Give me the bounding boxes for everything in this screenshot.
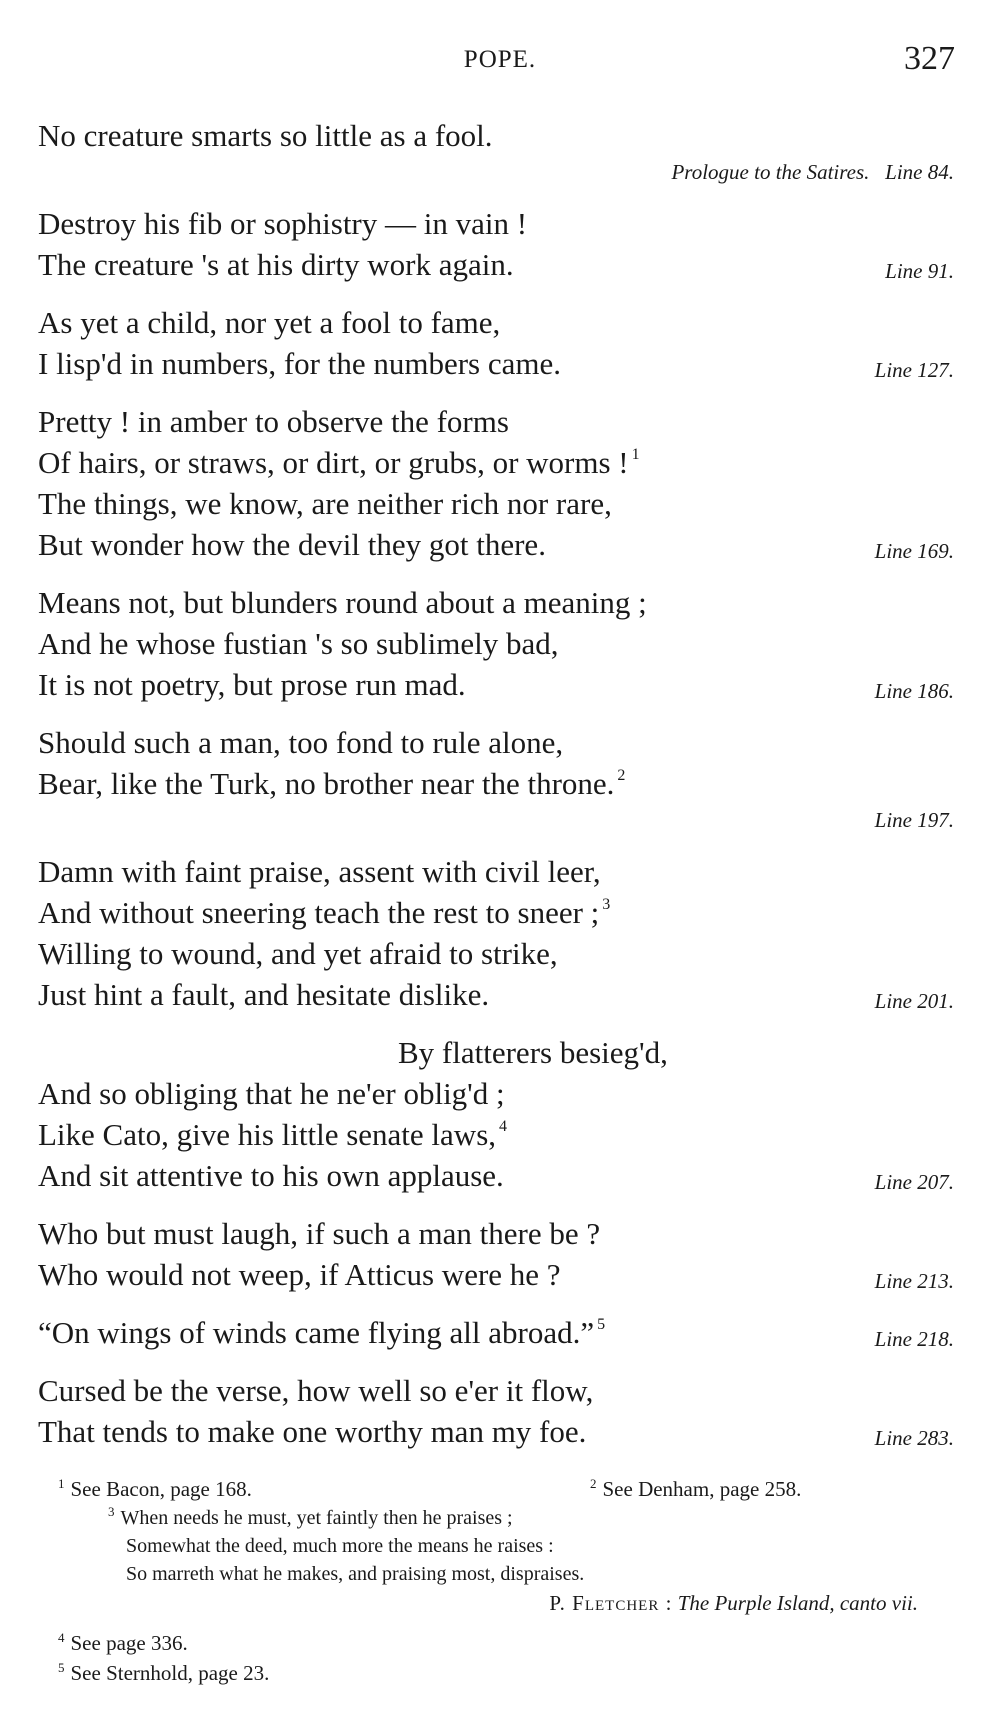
- line-reference: Line 127.: [874, 358, 954, 382]
- quotation: [38, 1312, 958, 1353]
- verse-line: [38, 442, 958, 483]
- footnote-reference: 3: [602, 896, 611, 913]
- verse-text: “On wings of winds came flying all abroad.”: [38, 1315, 595, 1350]
- line-reference: Line 169.: [874, 539, 954, 563]
- line-reference: Line 201.: [874, 989, 954, 1013]
- verse-line: [38, 115, 958, 156]
- quotation: [38, 1032, 958, 1196]
- footnote-text: See Bacon, page 168.: [70, 1477, 252, 1501]
- verse-line: [38, 664, 958, 705]
- verse-text: No creature smarts so little as a fool.: [38, 118, 493, 153]
- quotations-list: [38, 115, 958, 1469]
- line-reference: Line 186.: [874, 679, 954, 703]
- footnote-mark: 5: [58, 1660, 65, 1675]
- footnote-1: [58, 1477, 252, 1501]
- line-reference: Prologue to the Satires. Line 84.: [671, 160, 954, 184]
- verse-text: That tends to make one worthy man my foe.: [38, 1414, 587, 1449]
- verse-text: Who but must laugh, if such a man there be ?: [38, 1216, 601, 1251]
- verse-text: Like Cato, give his little senate laws,: [38, 1117, 497, 1152]
- verse-line: [38, 851, 958, 892]
- footnote-4: [58, 1628, 958, 1658]
- footnote-text: See Denham, page 258.: [602, 1477, 802, 1501]
- verse-line: [38, 1254, 958, 1295]
- verse-text: The things, we know, are neither rich nor rare,: [38, 486, 612, 521]
- verse-text: Who would not weep, if Atticus were he ?: [38, 1257, 561, 1292]
- verse-line: [38, 892, 958, 933]
- verse-text: The creature 's at his dirty work again.: [38, 247, 514, 282]
- line-reference: Line 283.: [874, 1426, 954, 1450]
- verse-line: [38, 623, 958, 664]
- footnote-text: See Sternhold, page 23.: [70, 1661, 270, 1685]
- verse-text: Willing to wound, and yet afraid to strike,: [38, 936, 558, 971]
- verse-line: [38, 1032, 958, 1073]
- line-reference: Line 207.: [874, 1170, 954, 1194]
- running-title: POPE.: [463, 46, 537, 73]
- quotation: [38, 203, 958, 285]
- verse-line: [38, 582, 958, 623]
- line-reference: Line 213.: [874, 1269, 954, 1293]
- verse-line: [38, 524, 958, 565]
- verse-text: Of hairs, or straws, or dirt, or grubs, or worms !: [38, 445, 629, 480]
- verse-line: [38, 974, 958, 1015]
- footnote-reference: 1: [631, 446, 640, 463]
- quotation: [38, 1213, 958, 1295]
- quotation: [38, 401, 958, 565]
- verse-text: By flatterers besieg'd,: [398, 1035, 668, 1070]
- footnote-2: [590, 1474, 801, 1504]
- verse-line: [38, 1114, 958, 1155]
- line-reference: Line 197.: [874, 808, 954, 832]
- verse-text: Damn with faint praise, assent with civil leer,: [38, 854, 601, 889]
- footnote-mark: 3: [108, 1504, 115, 1519]
- footnote-3: [58, 1504, 958, 1588]
- footnote-reference: 5: [597, 1316, 606, 1333]
- verse-text: Destroy his fib or sophistry — in vain !: [38, 206, 528, 241]
- line-reference: Line 218.: [874, 1327, 954, 1351]
- footnote-reference: 4: [499, 1118, 508, 1135]
- verse-text: Just hint a fault, and hesitate dislike.: [38, 977, 490, 1012]
- line-reference: Line 91.: [885, 259, 954, 283]
- verse-line: [38, 244, 958, 285]
- verse-line: [38, 1213, 958, 1254]
- verse-text: Cursed be the verse, how well so e'er it flow,: [38, 1373, 594, 1408]
- quotation: [38, 582, 958, 705]
- verse-line: [38, 1370, 958, 1411]
- verse-line: [38, 302, 958, 343]
- verse-text: Should such a man, too fond to rule alone,: [38, 725, 564, 760]
- page-header: [0, 40, 1000, 80]
- verse-line: [38, 763, 958, 804]
- verse-line: [38, 401, 958, 442]
- footnote-3-citation: [58, 1588, 958, 1618]
- verse-text: But wonder how the devil they got there.: [38, 527, 546, 562]
- quotation: [38, 722, 958, 834]
- quotation: [38, 115, 958, 186]
- footnote-5: [58, 1658, 958, 1688]
- verse-line: [38, 343, 958, 384]
- verse-line: [38, 933, 958, 974]
- footnote-3-line: Somewhat the deed, much more the means he raises :: [126, 1535, 554, 1557]
- verse-line: [38, 203, 958, 244]
- verse-text: Pretty ! in amber to observe the forms: [38, 404, 509, 439]
- quotation: [38, 302, 958, 384]
- footnotes: [58, 1474, 958, 1688]
- quotation: [38, 1370, 958, 1452]
- verse-text: As yet a child, nor yet a fool to fame,: [38, 305, 501, 340]
- verse-text: And so obliging that he ne'er oblig'd ;: [38, 1076, 505, 1111]
- citation-author: P. Fletcher :: [549, 1591, 673, 1615]
- verse-line: [38, 483, 958, 524]
- verse-text: I lisp'd in numbers, for the numbers came.: [38, 346, 561, 381]
- verse-text: And he whose fustian 's so sublimely bad,: [38, 626, 559, 661]
- footnote-reference: 2: [617, 767, 626, 784]
- footnote-text: When needs he must, yet faintly then he praises ;: [120, 1507, 513, 1529]
- verse-line: [38, 1155, 958, 1196]
- verse-text: And without sneering teach the rest to sneer ;: [38, 895, 600, 930]
- footnote-mark: 4: [58, 1630, 65, 1645]
- footnote-3-line: So marreth what he makes, and praising most, dispraises.: [126, 1563, 585, 1585]
- footnote-3-line: [108, 1504, 958, 1532]
- verse-line: [38, 722, 958, 763]
- quotation: [38, 851, 958, 1015]
- footnote-text: See page 336.: [70, 1631, 188, 1655]
- verse-text: Bear, like the Turk, no brother near the throne.: [38, 766, 615, 801]
- citation-work: The Purple Island, canto vii.: [677, 1591, 918, 1615]
- verse-line: [38, 1073, 958, 1114]
- page-number: 327: [904, 40, 955, 77]
- verse-text: Means not, but blunders round about a meaning ;: [38, 585, 647, 620]
- footnote-mark: 2: [590, 1476, 597, 1491]
- verse-line: [38, 1312, 958, 1353]
- verse-line: [38, 1411, 958, 1452]
- footnote-mark: 1: [58, 1476, 65, 1491]
- verse-text: It is not poetry, but prose run mad.: [38, 667, 466, 702]
- verse-text: And sit attentive to his own applause.: [38, 1158, 504, 1193]
- footnote-row: [58, 1474, 958, 1504]
